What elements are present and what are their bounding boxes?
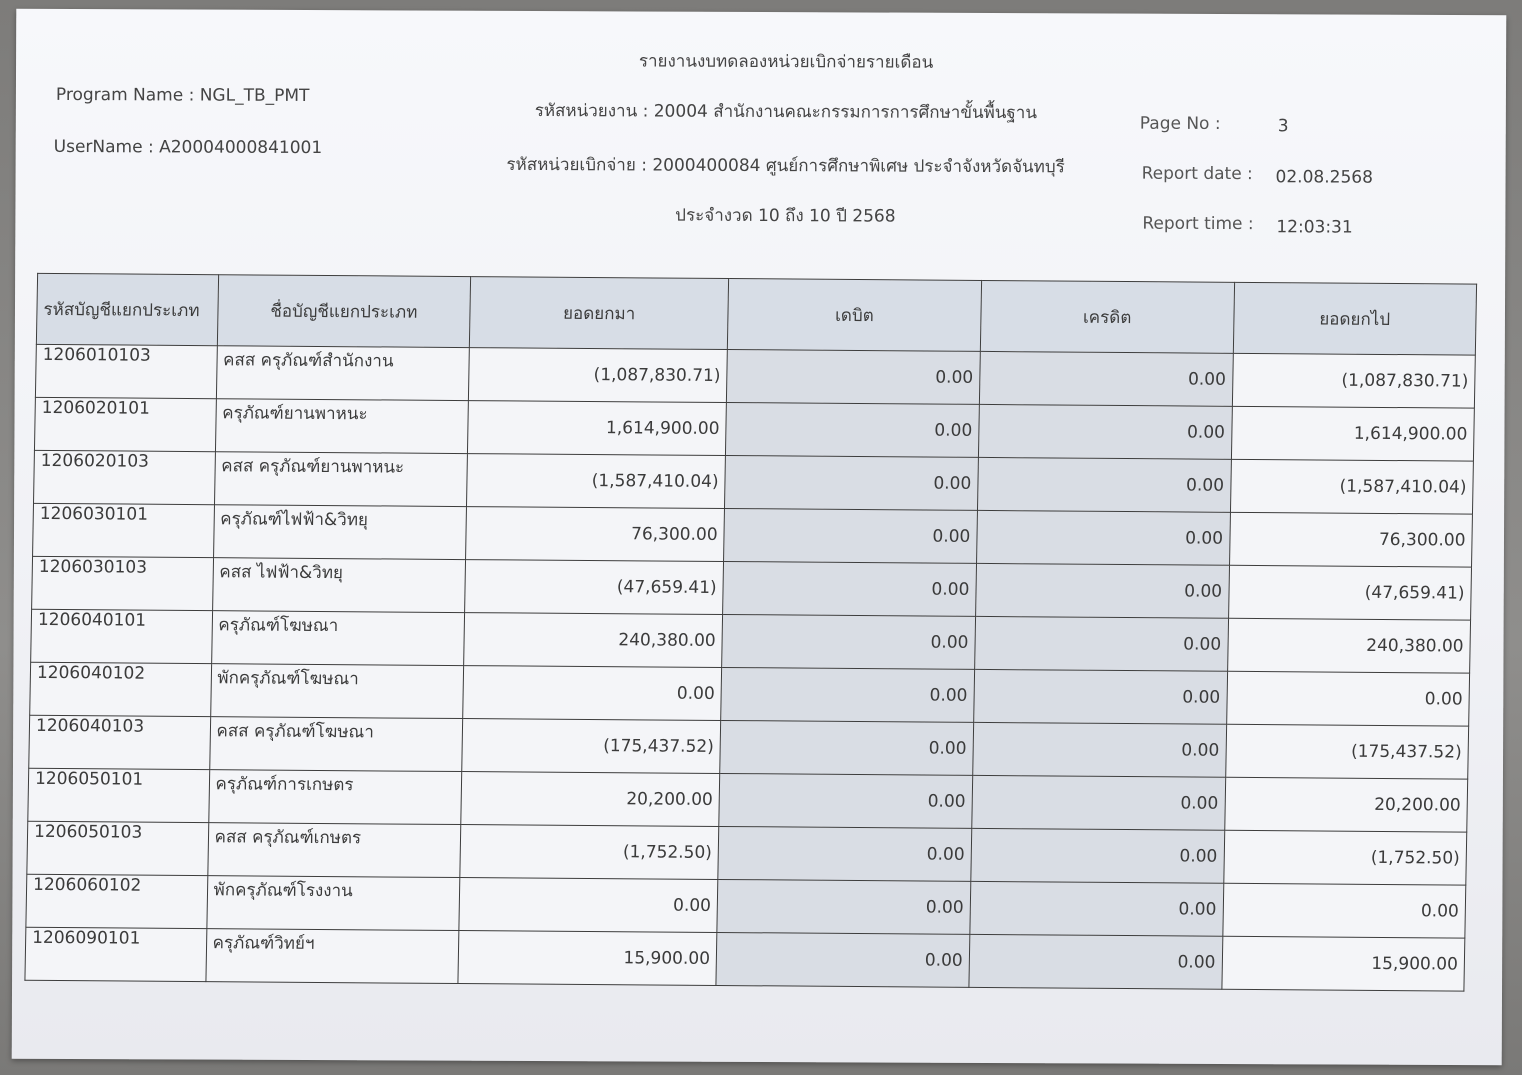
account-code-cell: 1206050103 bbox=[27, 821, 208, 875]
account-code-cell: 1206060102 bbox=[26, 874, 207, 928]
account-code-cell: 1206030103 bbox=[32, 556, 213, 610]
account-name-cell: พักครุภัณฑ์โรงงาน bbox=[206, 876, 460, 931]
report-page bbox=[12, 9, 1507, 1065]
credit-cell: 0.00 bbox=[976, 510, 1230, 565]
debit-cell: 0.00 bbox=[719, 773, 973, 828]
account-code-cell: 1206010103 bbox=[35, 344, 216, 398]
opening-balance-cell: 20,200.00 bbox=[461, 772, 720, 827]
closing-balance-cell: 0.00 bbox=[1222, 883, 1465, 938]
opening-balance-cell: (175,437.52) bbox=[462, 719, 721, 774]
header-debit: เดบิต bbox=[727, 279, 981, 352]
page-no-value: 3 bbox=[1277, 116, 1289, 137]
opening-balance-cell: (1,087,830.71) bbox=[469, 348, 728, 403]
closing-balance-cell: 15,900.00 bbox=[1221, 936, 1464, 991]
report-time-value: 12:03:31 bbox=[1276, 217, 1353, 238]
credit-cell: 0.00 bbox=[974, 616, 1228, 671]
program-name: Program Name : NGL_TB_PMT bbox=[55, 84, 310, 107]
account-name-cell: ครุภัณฑ์วิทย์ฯ bbox=[205, 929, 459, 984]
table-body bbox=[25, 344, 1475, 991]
opening-balance-cell: (47,659.41) bbox=[465, 560, 724, 615]
credit-cell: 0.00 bbox=[973, 669, 1227, 724]
opening-balance-cell: 76,300.00 bbox=[466, 507, 725, 562]
opening-balance-cell: 0.00 bbox=[463, 666, 722, 721]
header-account-code: รหัสบัญชีแยกประเภท bbox=[36, 273, 218, 345]
header-account-name: ชื่อบัญชีแยกประเภท bbox=[217, 275, 471, 348]
report-date-value: 02.08.2568 bbox=[1275, 167, 1373, 188]
account-code-cell: 1206020101 bbox=[34, 397, 215, 451]
opening-balance-cell: (1,752.50) bbox=[460, 825, 719, 880]
account-name-cell: ครุภัณฑ์การเกษตร bbox=[208, 770, 462, 825]
account-name-cell: คสส ไฟฟ้า&วิทยุ bbox=[212, 558, 466, 613]
closing-balance-cell: 20,200.00 bbox=[1224, 777, 1467, 832]
debit-cell: 0.00 bbox=[720, 720, 974, 775]
debit-cell: 0.00 bbox=[717, 879, 971, 934]
debit-cell: 0.00 bbox=[724, 509, 978, 564]
closing-balance-cell: (47,659.41) bbox=[1228, 565, 1471, 620]
trial-balance-table bbox=[24, 273, 1477, 992]
closing-balance-cell: 240,380.00 bbox=[1227, 618, 1470, 673]
credit-cell: 0.00 bbox=[979, 351, 1233, 406]
opening-balance-cell: 1,614,900.00 bbox=[468, 401, 727, 456]
credit-cell: 0.00 bbox=[975, 563, 1229, 618]
account-code-cell: 1206040101 bbox=[31, 609, 212, 663]
account-code-cell: 1206030101 bbox=[33, 503, 214, 557]
credit-cell: 0.00 bbox=[970, 881, 1224, 936]
debit-cell: 0.00 bbox=[722, 615, 976, 670]
account-name-cell: ครุภัณฑ์ไฟฟ้า&วิทยุ bbox=[213, 505, 467, 560]
account-name-cell: คสส ครุภัณฑ์ยานพาหนะ bbox=[214, 452, 468, 507]
opening-balance-cell: (1,587,410.04) bbox=[467, 454, 726, 509]
closing-balance-cell: (1,752.50) bbox=[1223, 830, 1466, 885]
account-code-cell: 1206040102 bbox=[30, 662, 211, 716]
user-name: UserName : A20004000841001 bbox=[53, 136, 323, 159]
closing-balance-cell: (1,587,410.04) bbox=[1230, 459, 1473, 514]
header-opening-balance: ยอดยกมา bbox=[470, 277, 729, 350]
account-code-cell: 1206090101 bbox=[25, 927, 206, 981]
closing-balance-cell: 76,300.00 bbox=[1229, 512, 1472, 567]
account-name-cell: คสส ครุภัณฑ์โฆษณา bbox=[209, 717, 463, 772]
report-title: รายงานงบทดลองหน่วยเบิกจ่ายรายเดือน bbox=[638, 51, 934, 73]
closing-balance-cell: 0.00 bbox=[1226, 671, 1469, 726]
credit-cell: 0.00 bbox=[971, 828, 1225, 883]
credit-cell: 0.00 bbox=[977, 457, 1231, 512]
debit-cell: 0.00 bbox=[721, 667, 975, 722]
account-code-cell: 1206050101 bbox=[28, 768, 209, 822]
disbursement-unit-line: รหัสหน่วยเบิกจ่าย : 2000400084 ศูนย์การศึกษาพิเศษ ประจำจังหวัดจันทบุรี bbox=[506, 154, 1065, 178]
opening-balance-cell: 15,900.00 bbox=[458, 931, 717, 986]
debit-cell: 0.00 bbox=[725, 456, 979, 511]
debit-cell: 0.00 bbox=[726, 403, 980, 458]
debit-cell: 0.00 bbox=[723, 562, 977, 617]
report-time-label: Report time : bbox=[1142, 213, 1254, 235]
closing-balance-cell: 1,614,900.00 bbox=[1231, 406, 1474, 461]
credit-cell: 0.00 bbox=[973, 722, 1227, 777]
credit-cell: 0.00 bbox=[972, 775, 1226, 830]
closing-balance-cell: (175,437.52) bbox=[1225, 724, 1468, 779]
account-code-cell: 1206040103 bbox=[29, 715, 210, 769]
table-row bbox=[25, 927, 1465, 991]
credit-cell: 0.00 bbox=[969, 934, 1223, 989]
report-date-label: Report date : bbox=[1141, 163, 1253, 185]
opening-balance-cell: 240,380.00 bbox=[464, 613, 723, 668]
debit-cell: 0.00 bbox=[716, 932, 970, 987]
page-no-label: Page No : bbox=[1139, 113, 1221, 135]
period-line: ประจำงวด 10 ถึง 10 ปี 2568 bbox=[675, 205, 896, 227]
debit-cell: 0.00 bbox=[718, 826, 972, 881]
account-name-cell: ครุภัณฑ์ยานพาหนะ bbox=[215, 399, 469, 454]
account-name-cell: ครุภัณฑ์โฆษณา bbox=[211, 611, 465, 666]
account-name-cell: คสส ครุภัณฑ์เกษตร bbox=[207, 823, 461, 878]
header-credit: เครดิต bbox=[980, 280, 1234, 353]
agency-line: รหัสหน่วยงาน : 20004 สำนักงานคณะกรรมการการศึกษาขั้นพื้นฐาน bbox=[534, 101, 1038, 124]
closing-balance-cell: (1,087,830.71) bbox=[1232, 353, 1475, 408]
debit-cell: 0.00 bbox=[726, 350, 980, 405]
credit-cell: 0.00 bbox=[978, 404, 1232, 459]
table-header-row bbox=[36, 273, 1476, 355]
account-code-cell: 1206020103 bbox=[34, 450, 215, 504]
opening-balance-cell: 0.00 bbox=[459, 878, 718, 933]
header-closing-balance: ยอดยกไป bbox=[1233, 282, 1477, 355]
account-name-cell: พักครุภัณฑ์โฆษณา bbox=[210, 664, 464, 719]
account-name-cell: คสส ครุภัณฑ์สำนักงาน bbox=[216, 346, 470, 401]
